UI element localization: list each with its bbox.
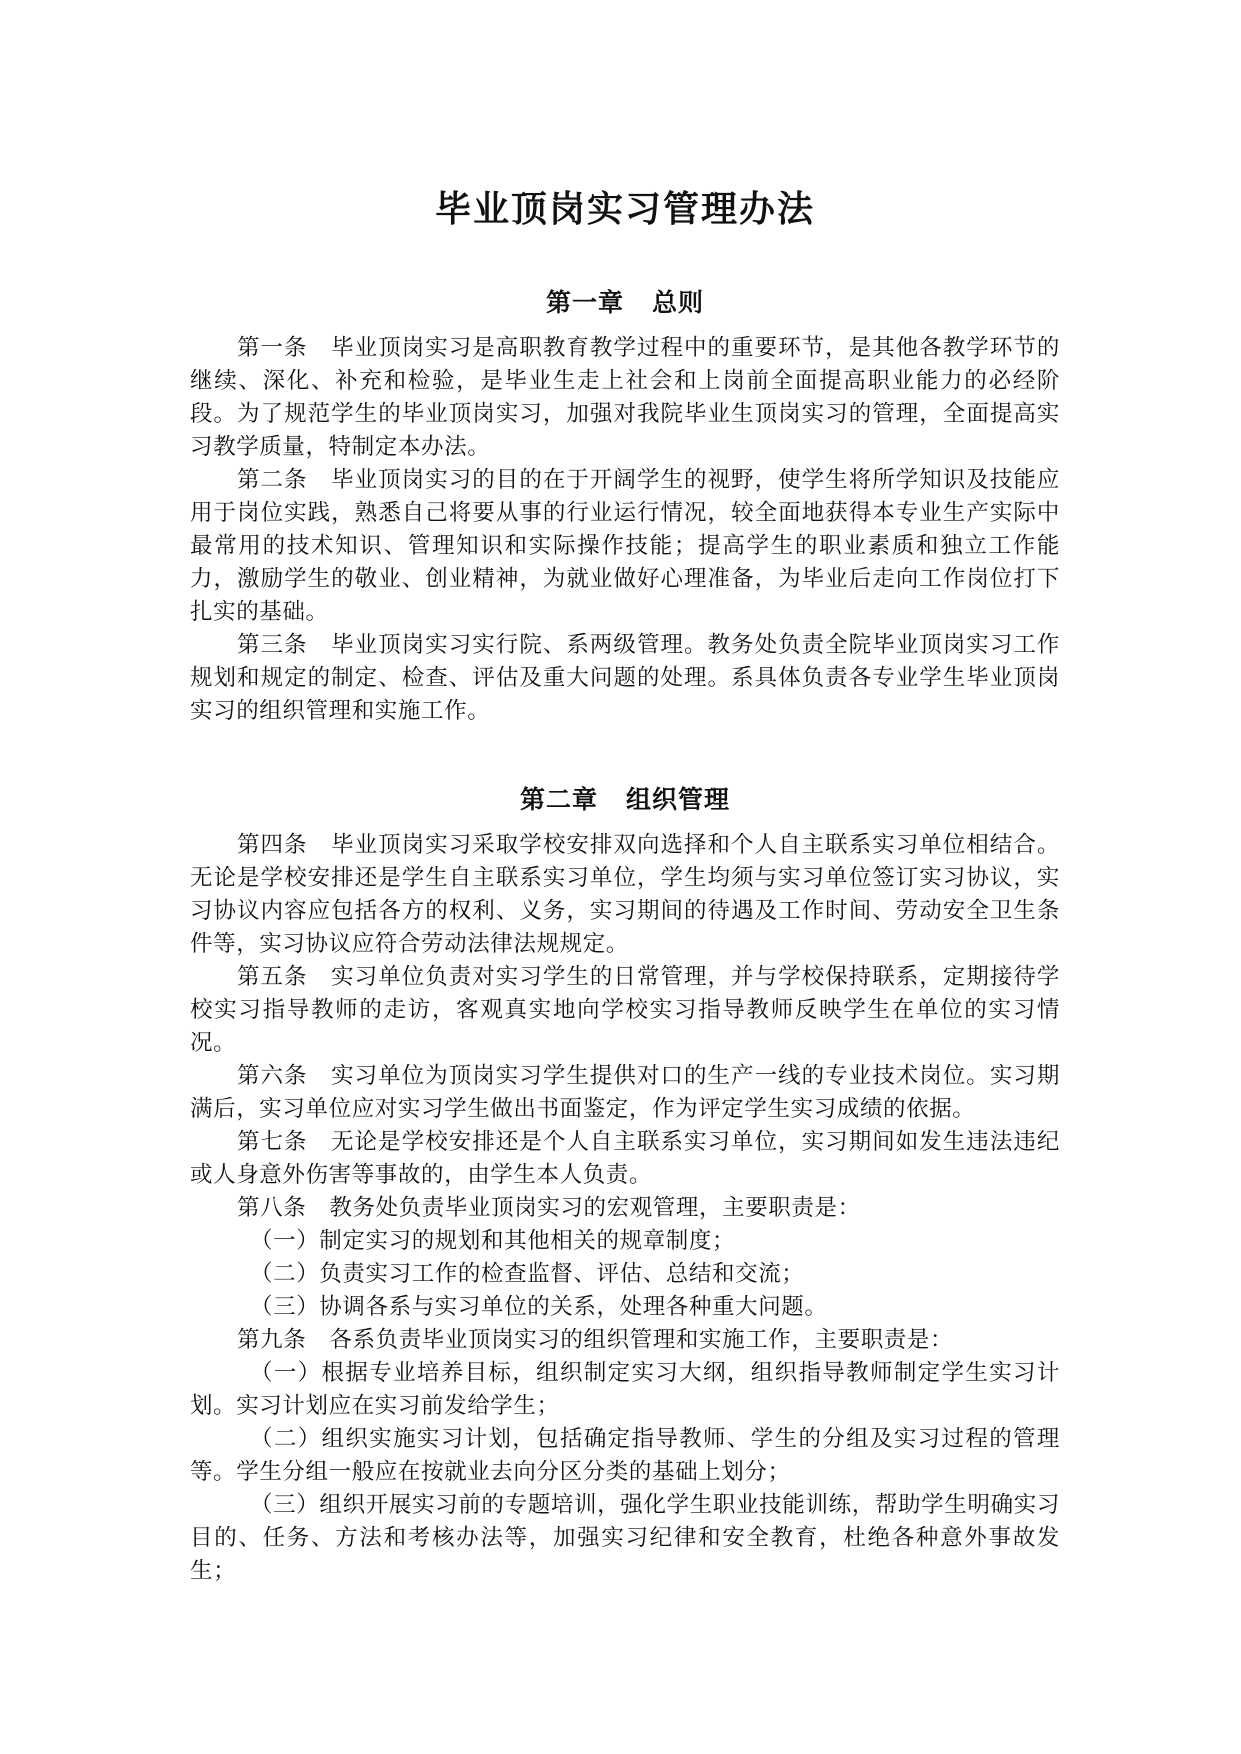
chapter-1 [190,286,1060,728]
chapter-name: 总则 [652,288,705,317]
chapter-2 [190,783,1060,1588]
chapter-number: 第二章 [519,785,598,814]
article-5: 第五条 实习单位负责对实习学生的日常管理，并与学校保持联系，定期接待学校实习指导教师的走访，客观真实地向学校实习指导教师反映学生在单位的实习情况。 [190,964,1060,1056]
article-6: 第六条 实习单位为顶岗实习学生提供对口的生产一线的专业技术岗位。实习期满后，实习单位应对实习学生做出书面鉴定，作为评定学生实习成绩的依据。 [190,1063,1060,1122]
article-8: 第八条 教务处负责毕业顶岗实习的宏观管理，主要职责是： [237,1195,861,1221]
article-7: 第七条 无论是学校安排还是个人自主联系实习单位，实习期间如发生违法违纪或人身意外伤害等事故的，由学生本人负责。 [190,1129,1060,1188]
article-9: 第九条 各系负责毕业顶岗实习的组织管理和实施工作，主要职责是： [237,1327,954,1353]
chapter-number: 第一章 [545,288,624,317]
article-3: 第三条 毕业顶岗实习实行院、系两级管理。教务处负责全院毕业顶岗实习工作规划和规定的制定、检查、评估及重大问题的处理。系具体负责各专业学生毕业顶岗实习的组织管理和实施工作。 [190,632,1060,724]
article-1: 第一条 毕业顶岗实习是高职教育教学过程中的重要环节，是其他各教学环节的继续、深化、补充和检验，是毕业生走上社会和上岗前全面提高职业能力的必经阶段。为了规范学生的毕业顶岗实习，加强对我院毕业生顶岗实习的管理，全面提高实习教学质量，特制定本办法。 [190,335,1060,460]
article-4: 第四条 毕业顶岗实习采取学校安排双向选择和个人自主联系实习单位相结合。无论是学校安排还是学生自主联系实习单位，学生均须与实习单位签订实习协议，实习协议内容应包括各方的权利、义务，实习期间的待遇及工作时间、劳动安全卫生条件等，实习协议应符合劳动法律法规规定。 [190,832,1060,957]
article-9-item-2: （二）组织实施实习计划，包括确定指导教师、学生的分组及实习过程的管理等。学生分组一般应在按就业去向分区分类的基础上划分； [190,1426,1060,1485]
article-9-item-3: （三）组织开展实习前的专题培训，强化学生职业技能训练，帮助学生明确实习目的、任务、方法和考核办法等，加强实习纪律和安全教育，杜绝各种意外事故发生； [190,1492,1060,1584]
chapter-title [190,783,1060,817]
article-8-item-3: （三）协调各系与实习单位的关系，处理各种重大问题。 [250,1294,828,1320]
chapter-name: 组织管理 [626,785,731,814]
article-8-item-2: （二）负责实习工作的检查监督、评估、总结和交流； [250,1261,805,1287]
article-8-item-1: （一）制定实习的规划和其他相关的规章制度； [250,1228,736,1254]
document-title: 毕业顶岗实习管理办法 [434,188,815,230]
article-9-item-1: （一）根据专业培养目标，组织制定实习大纲，组织指导教师制定学生实习计划。实习计划应在实习前发给学生； [190,1360,1060,1419]
article-2: 第二条 毕业顶岗实习的目的在于开阔学生的视野，使学生将所学知识及技能应用于岗位实践，熟悉自己将要从事的行业运行情况，较全面地获得本专业生产实际中最常用的技术知识、管理知识和实际操作技能；提高学生的职业素质和独立工作能力，激励学生的敬业、创业精神，为就业做好心理准备，为毕业后走向工作岗位打下扎实的基础。 [190,467,1060,625]
chapter-title [190,286,1060,320]
